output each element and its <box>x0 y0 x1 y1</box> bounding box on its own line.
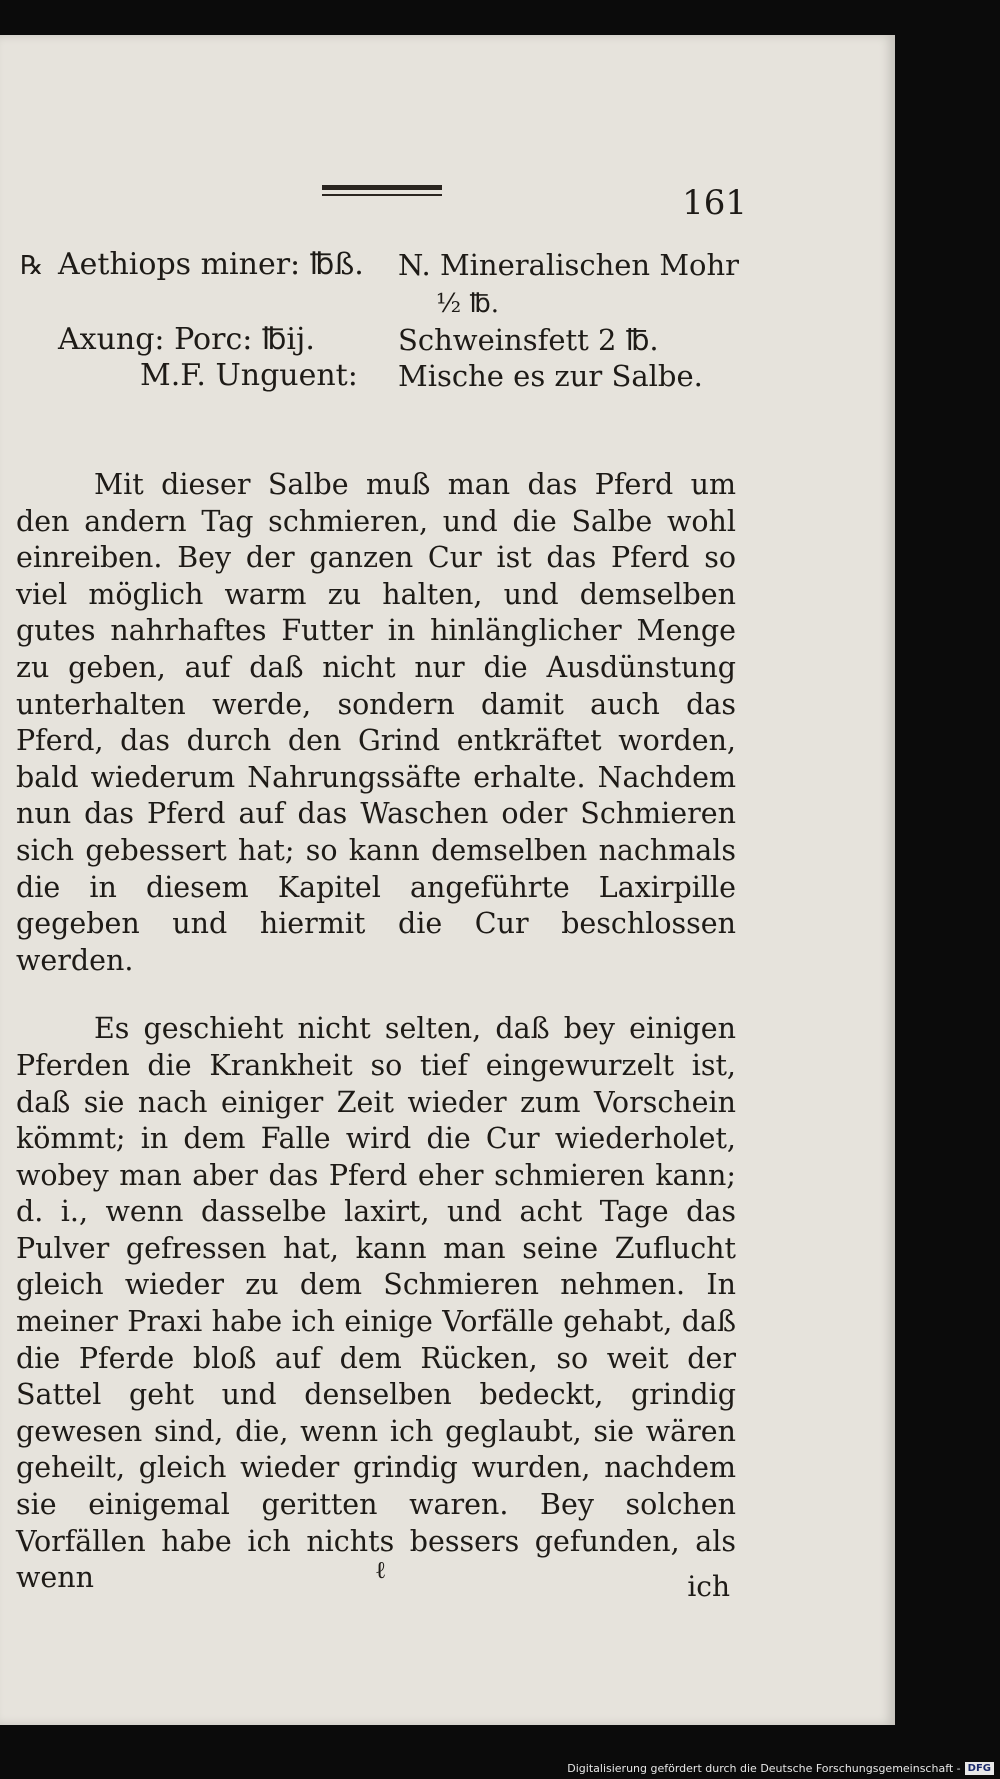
body-text <box>16 467 736 1597</box>
digitization-footer <box>567 1762 994 1775</box>
recipe-row <box>20 284 760 322</box>
footer-credit: Digitalisierung gefördert durch die Deutsche Forschungsgemeinschaft - <box>567 1762 961 1775</box>
recipe-block <box>20 247 760 394</box>
header-rule <box>322 185 442 199</box>
catchword: ich <box>687 1570 730 1603</box>
recipe-latin: Axung: Porc: ℔ij. <box>58 322 315 357</box>
recipe-row <box>20 247 760 284</box>
page-number: 161 <box>682 183 747 223</box>
dfg-logo-icon: DFG <box>965 1762 994 1775</box>
recipe-row <box>20 322 760 358</box>
recipe-german: Mische es zur Salbe. <box>398 359 703 393</box>
recipe-german: N. Mineralischen Mohr <box>398 248 740 282</box>
recipe-row <box>20 358 760 394</box>
recipe-german: ½ ℔. <box>436 289 499 319</box>
signature-mark: ℓ <box>375 1556 387 1584</box>
recipe-latin: M.F. Unguent: <box>140 358 358 393</box>
book-page <box>0 35 895 1725</box>
paragraph: Es geschieht nicht selten, daß bey einigen Pferden die Krankheit so tief eingewurzelt ist, daß sie nach einiger Zeit wieder zum Vorschein kömmt; in dem Falle wird die Cur wiederholet, wobey man aber das Pferd eher schmieren kann; d. i., wenn dasselbe laxirt, und acht Tage das Pulver gefressen hat, kann man seine Zuflucht gleich wieder zu dem Schmieren nehmen. In meiner Praxi habe ich einige Vorfälle gehabt, daß die Pferde bloß auf dem Rücken, so weit der Sattel geht und denselben bedeckt, grindig gewesen sind, die, wenn ich geglaubt, sie wären geheilt, gleich wieder grindig wurden, nachdem sie einigemal geritten waren. Bey solchen Vorfällen habe ich nichts bessers gefunden, als wenn <box>16 1012 736 1595</box>
recipe-latin: Aethiops miner: ℔ß. <box>58 247 364 282</box>
recipe-german: Schweinsfett 2 ℔. <box>398 323 659 357</box>
paragraph: Mit dieser Salbe muß man das Pferd um den andern Tag schmieren, und die Salbe wohl einreiben. Bey der ganzen Cur ist das Pferd so viel möglich warm zu halten, und demselben gutes nahrhaftes Futter in hinlänglicher Menge zu geben, auf daß nicht nur die Ausdünstung unterhalten werde, sondern damit auch das Pferd, das durch den Grind entkräftet worden, bald wiederum Nahrungssäfte erhalte. Nachdem nun das Pferd auf das Waschen oder Schmieren sich gebessert hat; so kann demselben nachmals die in diesem Kapitel angeführte Laxirpille gegeben und hiermit die Cur beschlossen werden. <box>16 468 736 977</box>
recipe-symbol: ℞ <box>20 251 44 281</box>
